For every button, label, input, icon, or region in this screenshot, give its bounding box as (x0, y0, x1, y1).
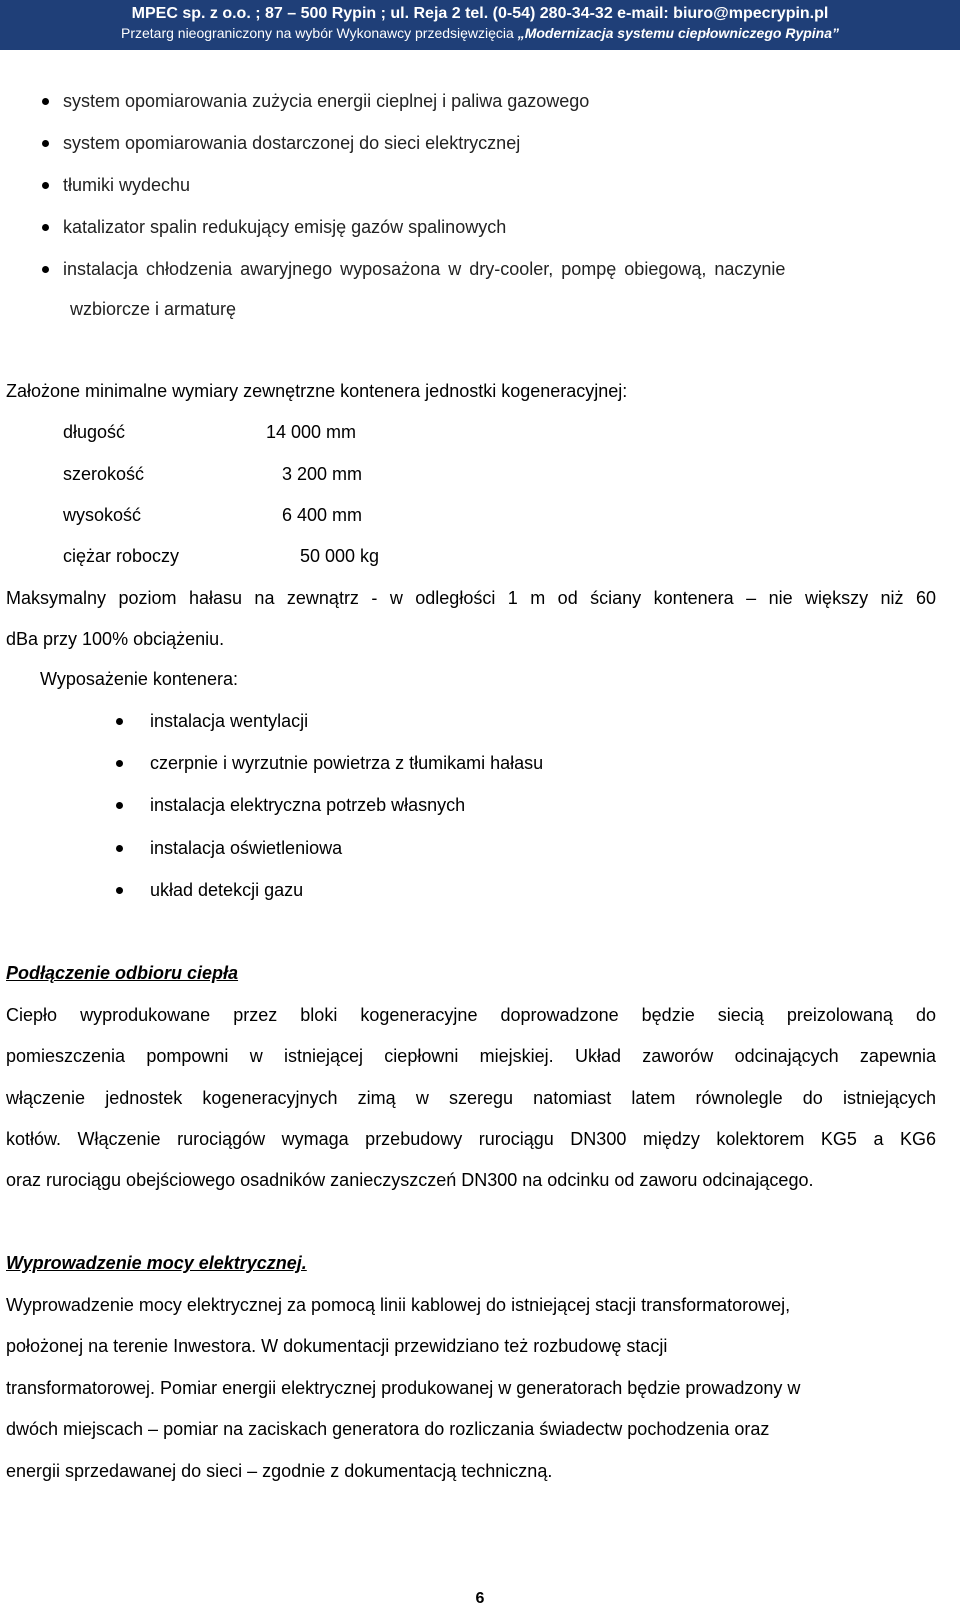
dimension-label: szerokość (63, 464, 145, 484)
project-name: „Modernizacja systemu ciepłowniczego Rypina” (517, 25, 840, 41)
dimensions-intro: Założone minimalne wymiary zewnętrzne kontenera jednostki kogeneracyjnej: (6, 381, 628, 401)
page-header (0, 0, 960, 50)
bullet-icon (42, 98, 49, 105)
heat-paragraph-line: pomieszczenia pompowni w istniejącej ciepłowni miejskiej. Układ zaworów odcinających zapewnia (6, 1046, 936, 1066)
equipment-item: czerpnie i wyrzutnie powietrza z tłumikami hałasu (150, 753, 544, 773)
list-item-continuation: wzbiorcze i armaturę (70, 299, 237, 319)
list-item: instalacja chłodzenia awaryjnego wyposażona w dry-cooler, pompę obiegową, naczynie (63, 259, 786, 279)
dimension-label: długość (63, 422, 126, 442)
power-paragraph-line: transformatorowej. Pomiar energii elektrycznej produkowanej w generatorach będzie prowadzony w (6, 1378, 801, 1398)
section-heading-heat: Podłączenie odbioru ciepła (6, 963, 239, 983)
company-contact-line: MPEC sp. z o.o. ; 87 – 500 Rypin ; ul. Reja 2 tel. (0-54) 280-34-32 e-mail: biuro@mpecrypin.pl (131, 5, 829, 22)
list-item: system opomiarowania dostarczonej do sieci elektrycznej (63, 133, 521, 153)
bullet-icon (116, 845, 123, 852)
power-paragraph-line: energii sprzedawanej do sieci – zgodnie z dokumentacją techniczną. (6, 1461, 553, 1481)
equipment-item: układ detekcji gazu (150, 880, 304, 900)
equipment-intro: Wyposażenie kontenera: (40, 669, 238, 689)
equipment-item: instalacja wentylacji (150, 711, 309, 731)
equipment-item: instalacja elektryczna potrzeb własnych (150, 795, 466, 815)
bullet-icon (42, 140, 49, 147)
bullet-icon (42, 182, 49, 189)
dimension-label: ciężar roboczy (63, 546, 180, 566)
section-heading-power: Wyprowadzenie mocy elektrycznej. (6, 1253, 307, 1273)
noise-text: Maksymalny poziom hałasu na zewnątrz - w odległości 1 m od ściany kontenera – nie większy niż 60 (6, 588, 936, 608)
bullet-icon (116, 718, 123, 725)
dimension-value: 3 200 mm (282, 464, 363, 484)
dimension-value: 6 400 mm (282, 505, 363, 525)
dimension-value: 14 000 mm (266, 422, 357, 442)
power-paragraph-line: dwóch miejscach – pomiar na zaciskach generatora do rozliczania świadectw pochodzenia oraz (6, 1419, 770, 1439)
equipment-item: instalacja oświetleniowa (150, 838, 343, 858)
dimension-label: wysokość (63, 505, 142, 525)
noise-text-end: dBa przy 100% obciążeniu. (6, 629, 225, 649)
list-item: katalizator spalin redukujący emisję gazów spalinowych (63, 217, 507, 237)
power-paragraph-line: Wyprowadzenie mocy elektrycznej za pomocą linii kablowej do istniejącej stacji transformatorowej, (6, 1295, 791, 1315)
list-item: tłumiki wydechu (63, 175, 191, 195)
tender-title-line (0, 25, 960, 41)
heat-paragraph-last-line: oraz rurociągu obejściowego osadników zanieczyszczeń DN300 na odcinku od zaworu odcinającego. (6, 1170, 814, 1190)
bullet-icon (116, 802, 123, 809)
bullet-icon (116, 887, 123, 894)
power-paragraph-line: położonej na terenie Inwestora. W dokumentacji przewidziano też rozbudowę stacji (6, 1336, 668, 1356)
heat-paragraph-line: kotłów. Włączenie rurociągów wymaga przebudowy rurociągu DN300 między kolektorem KG5 a KG6 (6, 1129, 936, 1149)
dimension-value: 50 000 kg (300, 546, 380, 566)
heat-paragraph-line: Ciepło wyprodukowane przez bloki kogeneracyjne doprowadzone będzie siecią preizolowaną do (6, 1005, 936, 1025)
page-number: 6 (475, 1590, 485, 1607)
bullet-icon (42, 266, 49, 273)
bullet-icon (116, 760, 123, 767)
bullet-icon (42, 224, 49, 231)
list-item: system opomiarowania zużycia energii cieplnej i paliwa gazowego (63, 91, 590, 111)
heat-paragraph-line: włączenie jednostek kogeneracyjnych zimą w szeregu natomiast latem równolegle do istniejących (6, 1088, 936, 1108)
tender-prefix: Przetarg nieograniczony na wybór Wykonawcy przedsięwzięcia (120, 25, 518, 41)
